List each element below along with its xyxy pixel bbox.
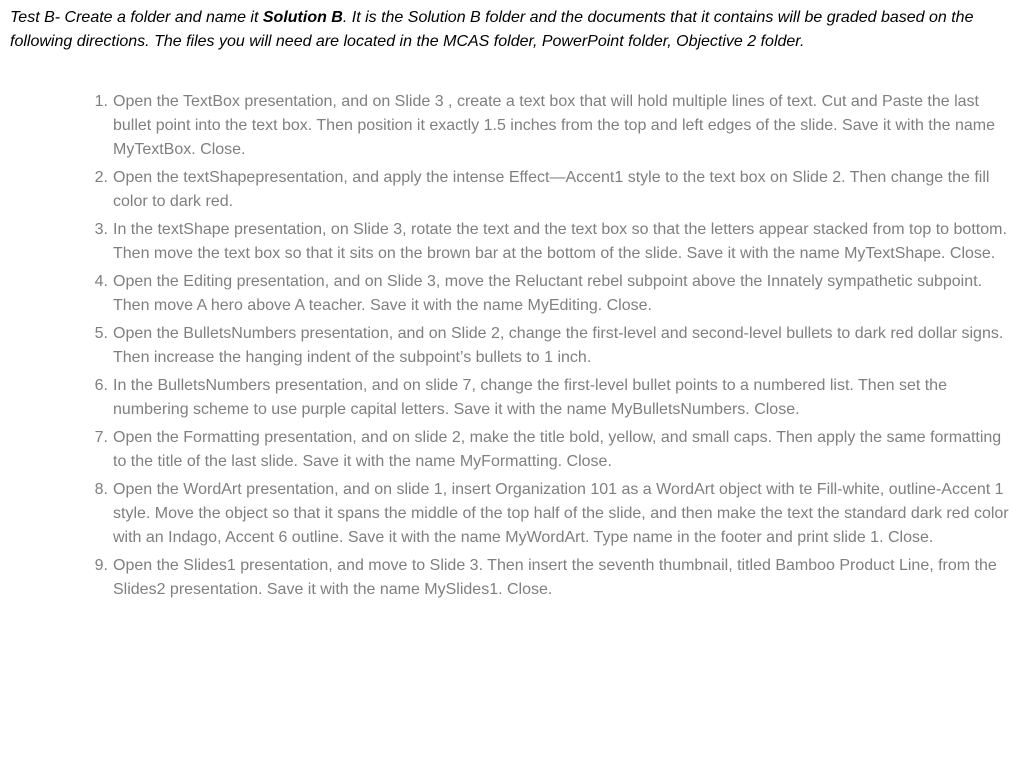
- step-number: 6.: [94, 377, 108, 394]
- step-number: 5.: [94, 325, 108, 342]
- step-number: 4.: [94, 273, 108, 290]
- step-item: [84, 166, 1012, 214]
- step-text: Open the Slides1 presentation, and move to Slide 3. Then insert the seventh thumbnail, titled Bamboo Product Line, from the Slides2 presentation. Save it with the name MySlides1. Close.: [113, 557, 997, 598]
- step-text: In the BulletsNumbers presentation, and on slide 7, change the first-level bullet points to a numbered list. Then set the numbering scheme to use purple capital letters. Save it with the name MyBulletsNumbers. Close.: [113, 377, 947, 418]
- step-number: 1.: [94, 93, 108, 110]
- step-text: Open the textShapepresentation, and apply the intense Effect—Accent1 style to the text box on Slide 2. Then change the fill color to dark red.: [113, 169, 990, 210]
- step-number: 8.: [94, 481, 108, 498]
- step-item: [84, 322, 1012, 370]
- step-text: In the textShape presentation, on Slide 3, rotate the text and the text box so that the letters appear stacked from top to bottom. Then move the text box so that it sits on the brown bar at the bottom of the slide. Save it with the name MyTextShape. Close.: [113, 221, 1007, 262]
- step-item: [84, 270, 1012, 318]
- intro-folder-name: Solution B: [262, 9, 343, 26]
- steps-list: [84, 90, 1012, 606]
- step-number: 3.: [94, 221, 108, 238]
- step-item: [84, 90, 1012, 162]
- step-item: [84, 554, 1012, 602]
- step-number: 2.: [94, 169, 108, 186]
- step-item: [84, 478, 1012, 550]
- step-text: Open the TextBox presentation, and on Slide 3 , create a text box that will hold multiple lines of text. Cut and Paste the last bullet point into the text box. Then position it exactly 1.5 inches from the top and left edges of the slide. Save it with the name MyTextBox. Close.: [113, 93, 996, 158]
- step-text: Open the Editing presentation, and on Slide 3, move the Reluctant rebel subpoint above the Innately sympathetic subpoint. Then move A hero above A teacher. Save it with the name MyEditing. Close.: [113, 273, 983, 314]
- step-item: [84, 426, 1012, 474]
- step-item: [84, 374, 1012, 422]
- step-text: Open the Formatting presentation, and on slide 2, make the title bold, yellow, and small caps. Then apply the same formatting to the title of the last slide. Save it with the name MyFormatting. Close.: [113, 429, 1002, 470]
- intro-instructions: [10, 6, 1000, 54]
- intro-text-end: . It is the Solution B folder and the documents that it contains will be graded based on the following directions. The files you will need are located in the MCAS folder, PowerPoint folder, Objective 2 folder.: [10, 9, 974, 50]
- step-text: Open the WordArt presentation, and on slide 1, insert Organization 101 as a WordArt object with te Fill-white, outline-Accent 1 style. Move the object so that it spans the middle of the top half of the slide, and then make the text the standard dark red color with an Indago, Accent 6 outline. Save it with the name MyWordArt. Type name in the footer and print slide 1. Close.: [113, 481, 1009, 546]
- step-number: 7.: [94, 429, 108, 446]
- step-item: [84, 218, 1012, 266]
- step-text: Open the BulletsNumbers presentation, and on Slide 2, change the first-level and second-level bullets to dark red dollar signs. Then increase the hanging indent of the subpoint’s bullets to 1 inch.: [113, 325, 1004, 366]
- intro-text-start: Test B- Create a folder and name it: [10, 9, 263, 26]
- step-number: 9.: [94, 557, 108, 574]
